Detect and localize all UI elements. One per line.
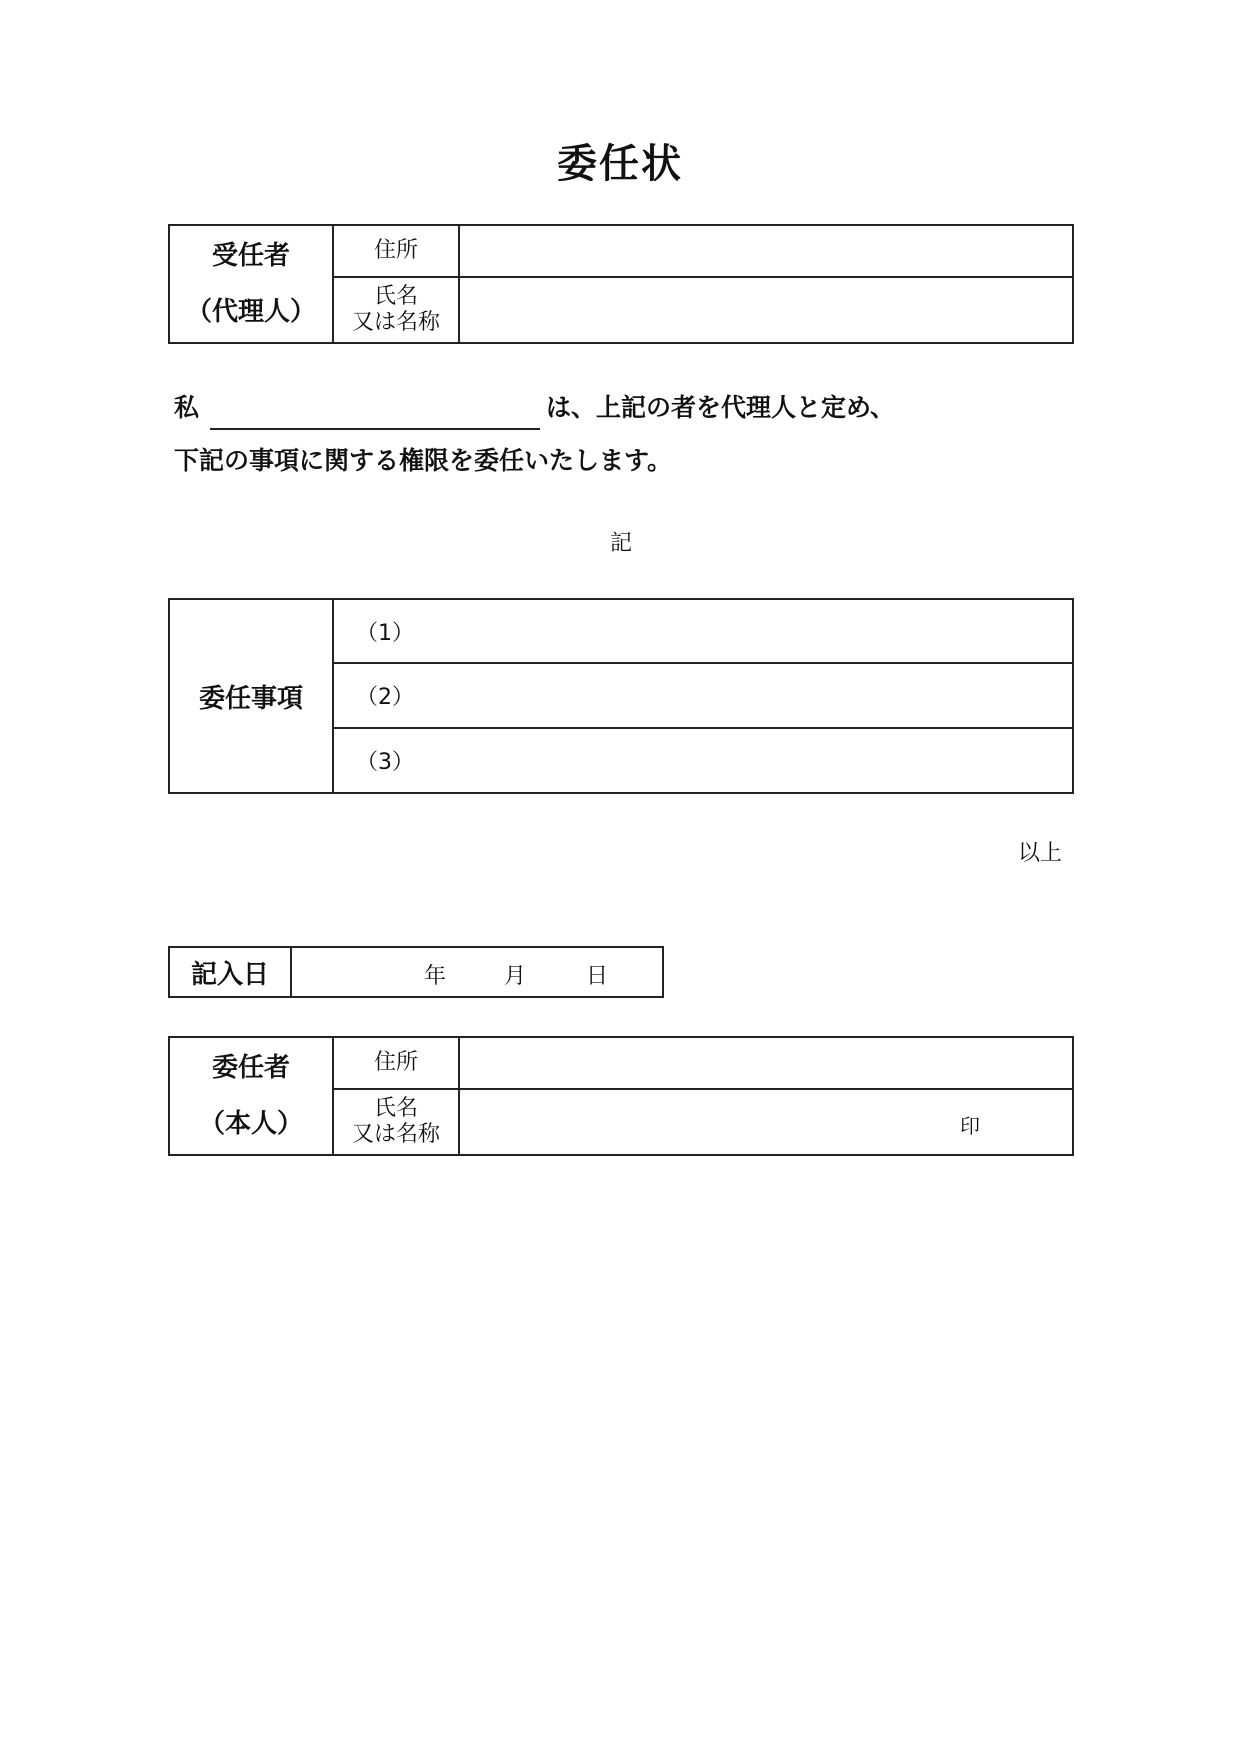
entry-date-label: 記入日	[169, 947, 291, 997]
statement-prefix: 私	[174, 393, 200, 422]
delegation-table	[168, 598, 1074, 794]
ki-heading: 記	[610, 531, 633, 556]
document-title: 委任状	[557, 141, 683, 187]
agent-address-field[interactable]	[459, 225, 1073, 277]
agent-table	[168, 224, 1074, 344]
principal-address-label: 住所	[333, 1037, 459, 1089]
principal-label-line2: （本人）	[198, 1109, 303, 1139]
delegation-item-1[interactable]: （1）	[333, 599, 1073, 663]
agent-name-field[interactable]	[459, 277, 1073, 343]
agent-name-label-line2: 又は名称	[351, 310, 440, 335]
entry-date-table	[168, 946, 664, 998]
principal-name-label	[333, 1089, 459, 1155]
statement-suffix: は、上記の者を代理人と定め、	[546, 393, 896, 422]
delegation-label: 委任事項	[169, 599, 333, 793]
principal-name-field[interactable]	[459, 1089, 1073, 1155]
principal-table	[168, 1036, 1074, 1156]
entry-date-field[interactable]	[291, 947, 663, 997]
principal-group-label	[169, 1037, 333, 1155]
agent-name-label-line1: 氏名	[373, 284, 418, 309]
principal-name-blank-line[interactable]	[210, 428, 540, 430]
agent-label-line2: （代理人）	[185, 297, 316, 327]
delegation-item-2[interactable]: （2）	[333, 663, 1073, 728]
principal-name-label-line2: 又は名称	[351, 1122, 440, 1147]
principal-label-line1: 委任者	[211, 1053, 290, 1083]
principal-name-label-line1: 氏名	[373, 1096, 418, 1121]
date-day-label: 日	[586, 964, 609, 989]
principal-address-field[interactable]	[459, 1037, 1073, 1089]
statement-line2: 下記の事項に関する権限を委任いたします。	[174, 446, 673, 475]
agent-group-label	[169, 225, 333, 343]
date-month-label: 月	[504, 964, 527, 989]
agent-name-label	[333, 277, 459, 343]
agent-address-label: 住所	[333, 225, 459, 277]
closing-ijo: 以上	[1018, 841, 1063, 866]
seal-mark: 印	[960, 1114, 980, 1138]
delegation-item-3[interactable]: （3）	[333, 728, 1073, 793]
date-year-label: 年	[424, 964, 447, 989]
agent-label-line1: 受任者	[211, 241, 290, 271]
